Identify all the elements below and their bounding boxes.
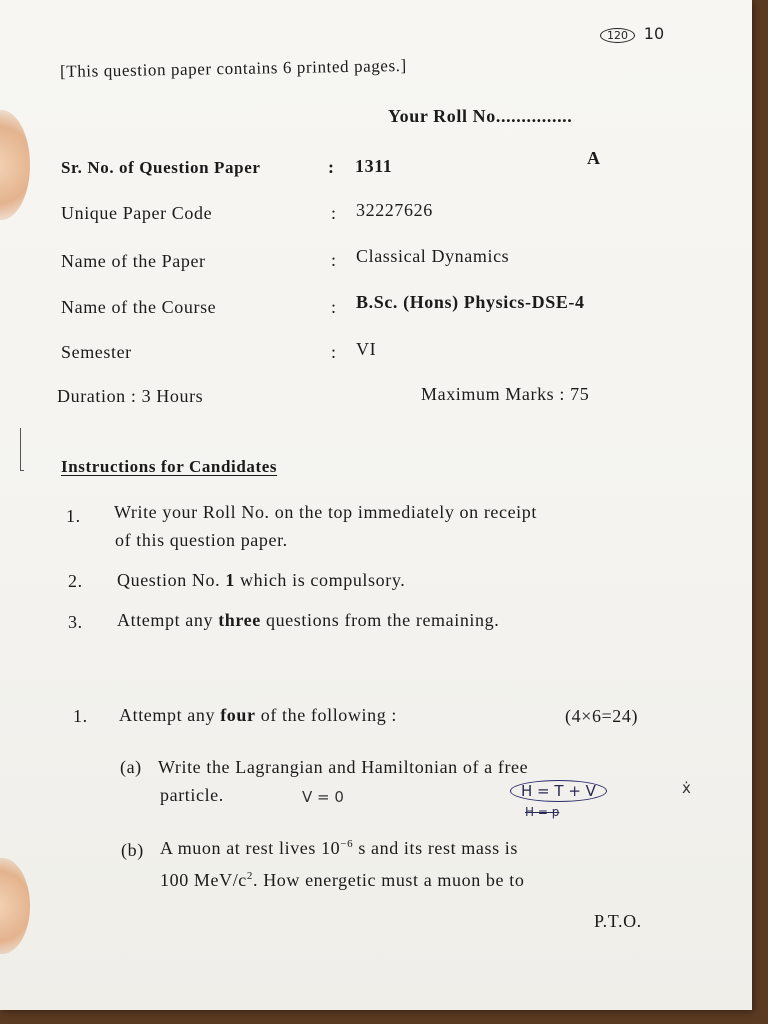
part-b-line1-exponent: −6 (340, 838, 354, 850)
part-b-line2-post: . How energetic must a muon be to (253, 870, 525, 890)
instruction-2-text (117, 570, 405, 591)
handwritten-h-equation: H = T + V (510, 780, 607, 802)
please-turn-over: P.T.O. (594, 911, 642, 931)
instruction-1-line2: of this question paper. (115, 530, 288, 550)
part-b-line2-exponent: 2 (246, 870, 253, 882)
pages-note: [This question paper contains 6 printed pages.] (59, 55, 407, 81)
sr-no-value: 1311 (355, 156, 393, 176)
instruction-2-pre: Question No. (117, 570, 221, 590)
duration: Duration : 3 Hours (57, 386, 204, 406)
corner-circled-number: 120 (600, 28, 635, 43)
paper-name-sep: : (331, 250, 337, 270)
handwritten-x-mark: ẋ (682, 779, 691, 797)
course-name-value: B.Sc. (Hons) Physics-DSE-4 (356, 292, 585, 312)
sr-no-label: Sr. No. of Question Paper (61, 158, 261, 177)
paper-code-sep: : (331, 203, 337, 223)
corner-page-mark (600, 24, 664, 43)
question-1-post: of the following : (260, 705, 398, 725)
instruction-2-bold: 1 (225, 570, 235, 590)
course-name-label: Name of the Course (61, 297, 217, 317)
handwritten-struck-text: H = p (525, 805, 560, 819)
course-name-sep: : (331, 297, 337, 317)
paper-code-label: Unique Paper Code (61, 203, 213, 223)
instruction-3-text (117, 610, 499, 631)
instruction-2-post: which is compulsory. (240, 570, 406, 590)
part-b-line1-pre: A muon at rest lives 10 (160, 838, 341, 858)
part-b-line2 (160, 870, 524, 891)
part-b-line1 (160, 838, 518, 859)
part-b-label: (b) (121, 840, 144, 860)
instructions-title: Instructions for Candidates (61, 457, 278, 476)
semester-sep: : (331, 342, 337, 362)
part-a-line2: particle. (160, 785, 224, 805)
paper-code-value: 32227626 (356, 200, 433, 220)
corner-mark-value: 10 (643, 24, 665, 43)
question-1-stem (119, 705, 397, 726)
semester-label: Semester (61, 342, 132, 362)
instruction-2-number: 2. (68, 571, 83, 591)
handwritten-v-equation: V = 0 (302, 788, 344, 806)
question-1-bold: four (220, 705, 256, 725)
sr-no-sep: : (328, 157, 335, 177)
question-1-marks: (4×6=24) (565, 706, 639, 726)
part-a-line1: Write the Lagrangian and Hamiltonian of a free (158, 757, 529, 777)
question-1-number: 1. (73, 706, 88, 726)
paper-name-value: Classical Dynamics (356, 246, 510, 266)
instruction-3-post: questions from the remaining. (265, 610, 500, 630)
part-b-line1-post: s and its rest mass is (358, 838, 519, 858)
part-b-line2-pre: 100 MeV/c (160, 870, 247, 890)
part-a-label: (a) (120, 757, 142, 777)
maximum-marks: Maximum Marks : 75 (421, 384, 590, 404)
set-letter: A (587, 148, 601, 168)
instruction-3-number: 3. (68, 612, 83, 632)
margin-bracket-mark (20, 428, 24, 471)
instruction-1-number: 1. (66, 506, 81, 526)
roll-number-line: Your Roll No............... (388, 106, 573, 126)
paper-name-label: Name of the Paper (61, 251, 206, 271)
semester-value: VI (356, 339, 377, 359)
question-1-pre: Attempt any (119, 705, 216, 725)
instruction-3-pre: Attempt any (117, 610, 214, 630)
instruction-3-bold: three (218, 610, 261, 630)
instruction-1-line1: Write your Roll No. on the top immediately on receipt (114, 502, 537, 522)
